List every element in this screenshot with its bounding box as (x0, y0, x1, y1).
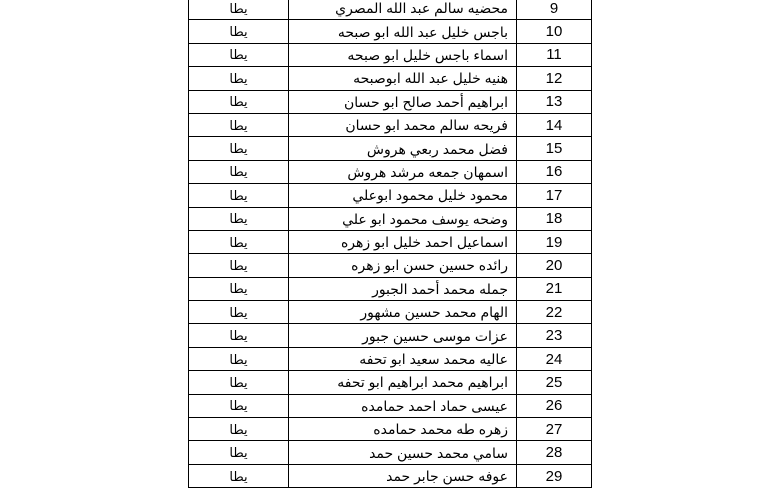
number-cell: 20 (517, 254, 592, 277)
number-cell: 28 (517, 441, 592, 464)
number-cell: 17 (517, 184, 592, 207)
name-cell: اسماعيل احمد خليل ابو زهره (289, 230, 517, 253)
city-cell: يطا (189, 347, 289, 370)
table-row (189, 371, 592, 394)
city-cell: يطا (189, 441, 289, 464)
city-cell: يطا (189, 371, 289, 394)
city-cell: يطا (189, 20, 289, 43)
name-cell: محضيه سالم عبد الله المصري (289, 0, 517, 20)
city-cell: يطا (189, 301, 289, 324)
city-cell: يطا (189, 0, 289, 20)
number-cell: 14 (517, 113, 592, 136)
table-row (189, 137, 592, 160)
number-cell: 27 (517, 418, 592, 441)
name-cell: اسمهان جمعه مرشد هروش (289, 160, 517, 183)
number-cell: 21 (517, 277, 592, 300)
city-cell: يطا (189, 277, 289, 300)
name-cell: ابراهيم محمد ابراهيم ابو تحفه (289, 371, 517, 394)
number-cell: 15 (517, 137, 592, 160)
city-cell: يطا (189, 418, 289, 441)
name-cell: هنيه خليل عبد الله ابوصبحه (289, 67, 517, 90)
table-row (189, 418, 592, 441)
name-cell: وضحه يوسف محمود ابو علي (289, 207, 517, 230)
table-row (189, 441, 592, 464)
table-row (189, 230, 592, 253)
table-row (189, 254, 592, 277)
name-cell: باجس خليل عبد الله ابو صبحه (289, 20, 517, 43)
city-cell: يطا (189, 254, 289, 277)
city-cell: يطا (189, 230, 289, 253)
table-row (189, 207, 592, 230)
number-cell: 26 (517, 394, 592, 417)
city-cell: يطا (189, 324, 289, 347)
table-row (189, 277, 592, 300)
city-cell: يطا (189, 184, 289, 207)
table-row (189, 43, 592, 66)
name-cell: عاليه محمد سعيد ابو تحفه (289, 347, 517, 370)
city-cell: يطا (189, 113, 289, 136)
name-cell: جمله محمد أحمد الجبور (289, 277, 517, 300)
number-cell: 29 (517, 464, 592, 487)
table-row (189, 90, 592, 113)
city-cell: يطا (189, 67, 289, 90)
table-body (189, 0, 592, 488)
table-row (189, 464, 592, 487)
number-cell: 12 (517, 67, 592, 90)
number-cell: 9 (517, 0, 592, 20)
name-cell: زهره طه محمد حمامده (289, 418, 517, 441)
name-cell: اسماء باجس خليل ابو صبحه (289, 43, 517, 66)
table-row (189, 301, 592, 324)
name-cell: محمود خليل محمود ابوعلي (289, 184, 517, 207)
number-cell: 22 (517, 301, 592, 324)
city-cell: يطا (189, 394, 289, 417)
table-row (189, 347, 592, 370)
table-row (189, 160, 592, 183)
number-cell: 24 (517, 347, 592, 370)
table-row (189, 394, 592, 417)
table-row (189, 20, 592, 43)
number-cell: 18 (517, 207, 592, 230)
document-table-container (188, 0, 589, 488)
name-cell: سامي محمد حسين حمد (289, 441, 517, 464)
number-cell: 16 (517, 160, 592, 183)
name-cell: فريحه سالم محمد ابو حسان (289, 113, 517, 136)
table-row (189, 324, 592, 347)
table-row (189, 113, 592, 136)
number-cell: 19 (517, 230, 592, 253)
number-cell: 25 (517, 371, 592, 394)
name-cell: فضل محمد ربعي هروش (289, 137, 517, 160)
name-cell: الهام محمد حسين مشهور (289, 301, 517, 324)
city-cell: يطا (189, 464, 289, 487)
table-row (189, 67, 592, 90)
name-cell: عزات موسى حسين جبور (289, 324, 517, 347)
city-cell: يطا (189, 90, 289, 113)
number-cell: 10 (517, 20, 592, 43)
table-row (189, 184, 592, 207)
city-cell: يطا (189, 137, 289, 160)
number-cell: 11 (517, 43, 592, 66)
name-cell: ابراهيم أحمد صالح ابو حسان (289, 90, 517, 113)
number-cell: 23 (517, 324, 592, 347)
number-cell: 13 (517, 90, 592, 113)
name-cell: عيسى حماد احمد حمامده (289, 394, 517, 417)
city-cell: يطا (189, 207, 289, 230)
city-cell: يطا (189, 160, 289, 183)
name-cell: رائده حسين حسن ابو زهره (289, 254, 517, 277)
names-table (188, 0, 592, 488)
name-cell: عوفه حسن جابر حمد (289, 464, 517, 487)
city-cell: يطا (189, 43, 289, 66)
table-row (189, 0, 592, 20)
